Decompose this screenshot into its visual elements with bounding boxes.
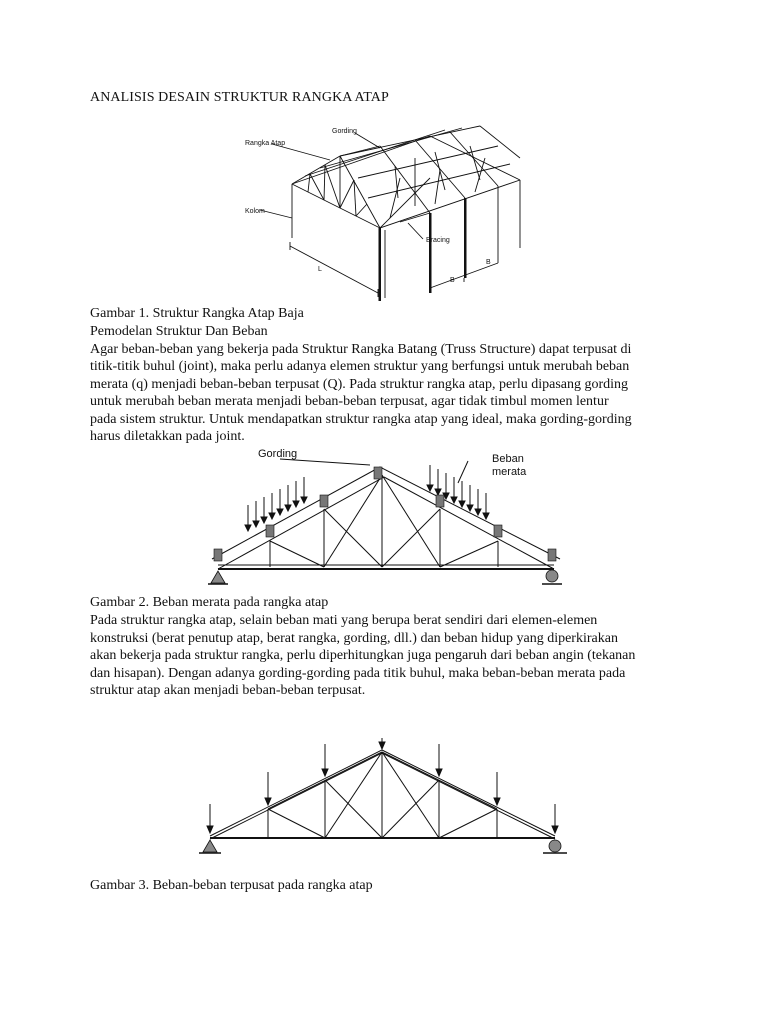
paragraph-line: untuk merubah beban merata menjadi beban-beban terpusat, agar tidak timbul momen lentur	[90, 394, 609, 409]
label-B-1: B	[450, 277, 455, 284]
label-beban: Beban	[492, 453, 524, 465]
section-1-text	[90, 323, 690, 446]
figure-2-distributed-load	[200, 445, 580, 590]
figure-3-caption: Gambar 3. Beban-beban terpusat pada rangka atap	[90, 878, 373, 893]
label-gording: Gording	[332, 128, 357, 135]
paragraph-line: merata (q) menjadi beban-beban terpusat (Q). Pada struktur rangka atap, perlu dipasang gording	[90, 376, 629, 392]
paragraph-line: struktur atap akan menjadi beban-beban terpusat.	[90, 683, 366, 698]
label-B-2: B	[486, 259, 491, 266]
document-title: ANALISIS DESAIN STRUKTUR RANGKA ATAP	[90, 90, 389, 105]
label-kolom: Kolom	[245, 208, 265, 215]
figure-1-roof-frame	[230, 118, 550, 308]
paragraph-line: dan hisapan). Dengan adanya gording-gording pada titik buhul, maka beban-beban merata pada	[90, 665, 626, 681]
label-rangka-atap: Rangka Atap	[245, 140, 286, 147]
paragraph-line: Pada struktur rangka atap, selain beban mati yang berupa berat sendiri dari elemen-elemen	[90, 613, 598, 628]
section-heading: Pemodelan Struktur Dan Beban	[90, 324, 268, 339]
label-bracing: Bracing	[426, 237, 450, 244]
paragraph-line: harus diletakkan pada joint.	[90, 429, 245, 444]
label-L: L	[318, 266, 322, 273]
figure-2-caption: Gambar 2. Beban merata pada rangka atap	[90, 595, 329, 610]
paragraph-line: konstruksi (berat penutup atap, berat rangka, gording, dll.) dan beban hidup yang diperkirakan	[90, 630, 618, 646]
paragraph-line: akan bekerja pada struktur rangka, perlu diperhitungkan juga pengaruh dari beban angin (tekanan	[90, 648, 636, 663]
figure-3-point-loads	[195, 738, 575, 858]
figure-1-caption: Gambar 1. Struktur Rangka Atap Baja	[90, 306, 304, 321]
label-merata: merata	[492, 466, 527, 478]
paragraph-line: Agar beban-beban yang bekerja pada Struktur Rangka Batang (Truss Structure) dapat terpusat di	[90, 341, 632, 357]
paragraph-line: pada sistem struktur. Untuk mendapatkan struktur rangka atap yang ideal, maka gording-gording	[90, 411, 632, 427]
label-gording: Gording	[258, 448, 298, 460]
paragraph-line: titik-titik buhul (joint), maka perlu adanya elemen struktur yang berfungsi untuk merubah beban	[90, 359, 630, 374]
section-2-text	[90, 612, 690, 700]
